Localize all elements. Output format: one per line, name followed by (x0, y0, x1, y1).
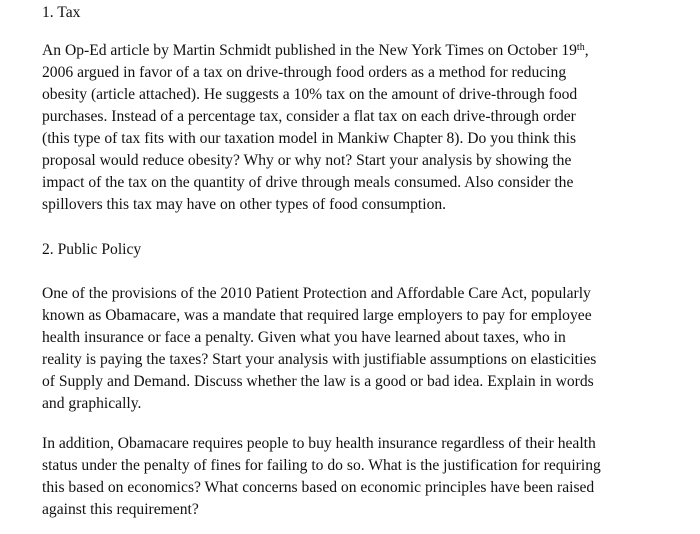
section-2-heading: 2. Public Policy (42, 241, 142, 258)
ordinal-superscript: th (576, 42, 585, 53)
paragraph-line: impact of the tax on the quantity of drive through meals consumed. Also consider the (42, 174, 574, 191)
paragraph-line: this based on economics? What concerns based on economic principles have been raised (42, 479, 595, 496)
paragraph-line: health insurance or face a penalty. Given what you have learned about taxes, who in (42, 329, 566, 346)
paragraph-line: obesity (article attached). He suggests a 10% tax on the amount of drive-through food (42, 86, 578, 103)
paragraph-line: status under the penalty of fines for failing to do so. What is the justification for requiring (42, 457, 601, 474)
section-2-paragraph-2 (42, 433, 642, 521)
section-1-heading: 1. Tax (42, 4, 81, 21)
paragraph-line: of Supply and Demand. Discuss whether the law is a good or bad idea. Explain in words (42, 373, 594, 390)
paragraph-line: One of the provisions of the 2010 Patient Protection and Affordable Care Act, popularly (42, 285, 591, 302)
paragraph-line: proposal would reduce obesity? Why or why not? Start your analysis by showing the (42, 152, 572, 169)
paragraph-line: reality is paying the taxes? Start your analysis with justifiable assumptions on elasticities (42, 351, 597, 368)
section-2-paragraph-1 (42, 283, 642, 415)
paragraph-line: purchases. Instead of a percentage tax, consider a flat tax on each drive-through order (42, 108, 576, 125)
paragraph-line: In addition, Obamacare requires people to buy health insurance regardless of their health (42, 435, 596, 452)
paragraph-line: spillovers this tax may have on other types of food consumption. (42, 196, 447, 213)
paragraph-line: known as Obamacare, was a mandate that required large employers to pay for employee (42, 307, 592, 324)
paragraph-line: An Op-Ed article by Martin Schmidt published in the New York Times on October 19th, (42, 42, 589, 59)
paragraph-line: against this requirement? (42, 501, 199, 518)
paragraph-line: (this type of tax fits with our taxation model in Mankiw Chapter 8). Do you think this (42, 130, 577, 147)
paragraph-line: 2006 argued in favor of a tax on drive-through food orders as a method for reducing (42, 64, 567, 81)
section-1-paragraph (42, 40, 642, 216)
paragraph-line: and graphically. (42, 395, 142, 412)
